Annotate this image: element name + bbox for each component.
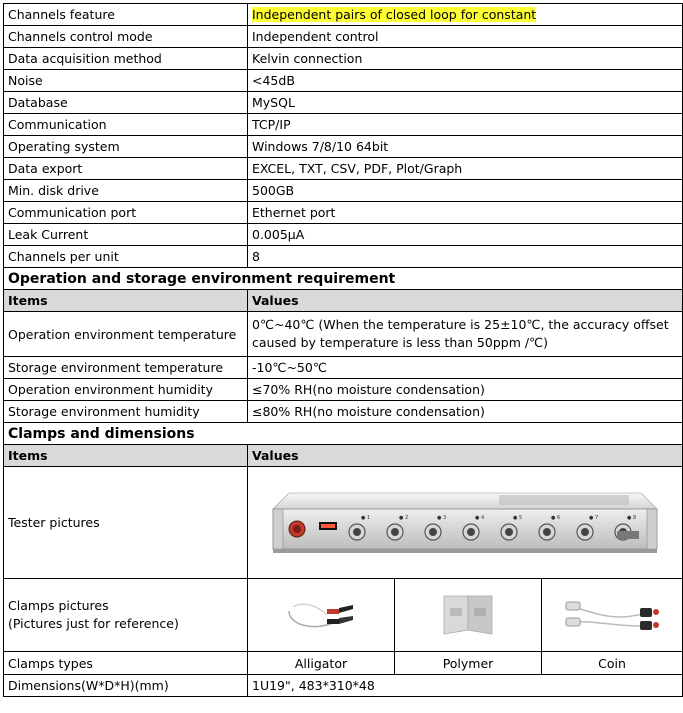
spec-value-text: Ethernet port — [252, 205, 336, 220]
spec-key: Data acquisition method — [4, 48, 248, 70]
spec-row — [4, 26, 683, 48]
alligator-picture-cell — [248, 579, 395, 651]
alligator-clamp-picture — [283, 595, 359, 635]
spec-row — [4, 246, 683, 268]
spec-table — [3, 3, 683, 697]
spec-value — [248, 92, 683, 114]
clamps-label-line2: (Pictures just for reference) — [8, 616, 179, 631]
spec-rows — [4, 4, 683, 268]
spec-value — [248, 224, 683, 246]
env-key: Storage environment temperature — [4, 357, 248, 379]
channel-port-label: ● 1 — [361, 514, 371, 521]
clamps-types-label: Clamps types — [4, 652, 248, 675]
dimensions-value: 1U19", 483*310*48 — [248, 675, 683, 697]
tester-row — [4, 467, 683, 579]
channel-port-label: ● 8 — [627, 514, 637, 521]
spec-row — [4, 92, 683, 114]
spec-key: Data export — [4, 158, 248, 180]
clamps-header-row — [4, 445, 683, 467]
dimensions-row — [4, 675, 683, 697]
clamps-pictures-row — [4, 579, 683, 652]
channel-port-label: ● 6 — [551, 514, 561, 521]
spec-row — [4, 224, 683, 246]
spec-value-text: <45dB — [252, 73, 295, 88]
clamp-type-alligator: Alligator — [248, 652, 395, 674]
spec-value-text: Independent control — [252, 29, 379, 44]
env-section-title — [4, 268, 683, 290]
env-value: ≤70% RH(no moisture condensation) — [248, 379, 683, 401]
env-value: ≤80% RH(no moisture condensation) — [248, 401, 683, 423]
spec-key: Operating system — [4, 136, 248, 158]
clamp-type-polymer: Polymer — [395, 652, 542, 674]
clamps-pictures-label — [4, 579, 248, 652]
spec-row — [4, 158, 683, 180]
spec-key: Min. disk drive — [4, 180, 248, 202]
env-row-op-hum — [4, 379, 683, 401]
spec-key: Channels feature — [4, 4, 248, 26]
clamps-types-cell — [248, 652, 683, 675]
channel-port-label: ● 2 — [399, 514, 409, 521]
clamps-header-values: Values — [248, 445, 683, 467]
env-header-values: Values — [248, 290, 683, 312]
spec-value-text: TCP/IP — [252, 117, 291, 132]
spec-value — [248, 70, 683, 92]
spec-value — [248, 4, 683, 26]
spec-value — [248, 180, 683, 202]
clamps-section-title — [4, 423, 683, 445]
spec-value-text: 0.005μA — [252, 227, 305, 242]
spec-value — [248, 114, 683, 136]
channel-port-label: ● 5 — [513, 514, 523, 521]
spec-value-text: Windows 7/8/10 64bit — [252, 139, 389, 154]
coin-picture-cell — [542, 579, 683, 651]
clamps-header-items: Items — [4, 445, 248, 467]
env-key: Operation environment temperature — [4, 312, 248, 357]
env-header-row — [4, 290, 683, 312]
spec-key: Channels per unit — [4, 246, 248, 268]
spec-row — [4, 4, 683, 26]
polymer-picture-cell — [395, 579, 542, 651]
channel-port-label: ● 3 — [437, 514, 447, 521]
spec-key: Database — [4, 92, 248, 114]
env-header-items: Items — [4, 290, 248, 312]
spec-row — [4, 48, 683, 70]
spec-row — [4, 180, 683, 202]
spec-key: Communication port — [4, 202, 248, 224]
env-key: Storage environment humidity — [4, 401, 248, 423]
spec-row — [4, 202, 683, 224]
spec-value — [248, 48, 683, 70]
clamps-title: Clamps and dimensions — [4, 423, 683, 445]
env-value: 0℃~40℃ (When the temperature is 25±10℃, the accuracy offset caused by temperature is less than 50ppm /℃) — [248, 312, 683, 357]
spec-value — [248, 246, 683, 268]
channel-port-label: ● 4 — [475, 514, 485, 521]
spec-value-text: EXCEL, TXT, CSV, PDF, Plot/Graph — [252, 161, 463, 176]
env-value: -10℃~50℃ — [248, 357, 683, 379]
dimensions-label: Dimensions(W*D*H)(mm) — [4, 675, 248, 697]
spec-key: Leak Current — [4, 224, 248, 246]
env-row-op-temp — [4, 312, 683, 357]
env-row-st-temp — [4, 357, 683, 379]
spec-value — [248, 158, 683, 180]
spec-value — [248, 202, 683, 224]
tester-label: Tester pictures — [4, 467, 248, 579]
spec-value-text: Independent pairs of closed loop for constant — [252, 7, 537, 22]
clamps-pictures-grid — [248, 579, 682, 651]
tester-picture — [269, 489, 661, 557]
clamp-type-coin: Coin — [598, 655, 626, 671]
spec-key: Noise — [4, 70, 248, 92]
clamps-pictures-cell — [248, 579, 683, 652]
channel-port-label: ● 7 — [589, 514, 599, 521]
spec-value — [248, 26, 683, 48]
spec-value-text: 8 — [252, 249, 260, 264]
spec-row — [4, 70, 683, 92]
coin-clamp-picture — [562, 592, 662, 638]
polymer-clamp-picture — [438, 590, 498, 640]
spec-value-text: Kelvin connection — [252, 51, 363, 66]
spec-value-text: 500GB — [252, 183, 295, 198]
clamps-types-grid — [248, 652, 682, 674]
spec-value — [248, 136, 683, 158]
clamps-types-row — [4, 652, 683, 675]
env-row-st-hum — [4, 401, 683, 423]
spec-row — [4, 114, 683, 136]
spec-value-text: MySQL — [252, 95, 295, 110]
env-title: Operation and storage environment requirement — [4, 268, 683, 290]
spec-row — [4, 136, 683, 158]
tester-picture-cell — [248, 467, 683, 579]
spec-key: Channels control mode — [4, 26, 248, 48]
spec-key: Communication — [4, 114, 248, 136]
env-key: Operation environment humidity — [4, 379, 248, 401]
clamps-label-line1: Clamps pictures — [8, 598, 109, 613]
